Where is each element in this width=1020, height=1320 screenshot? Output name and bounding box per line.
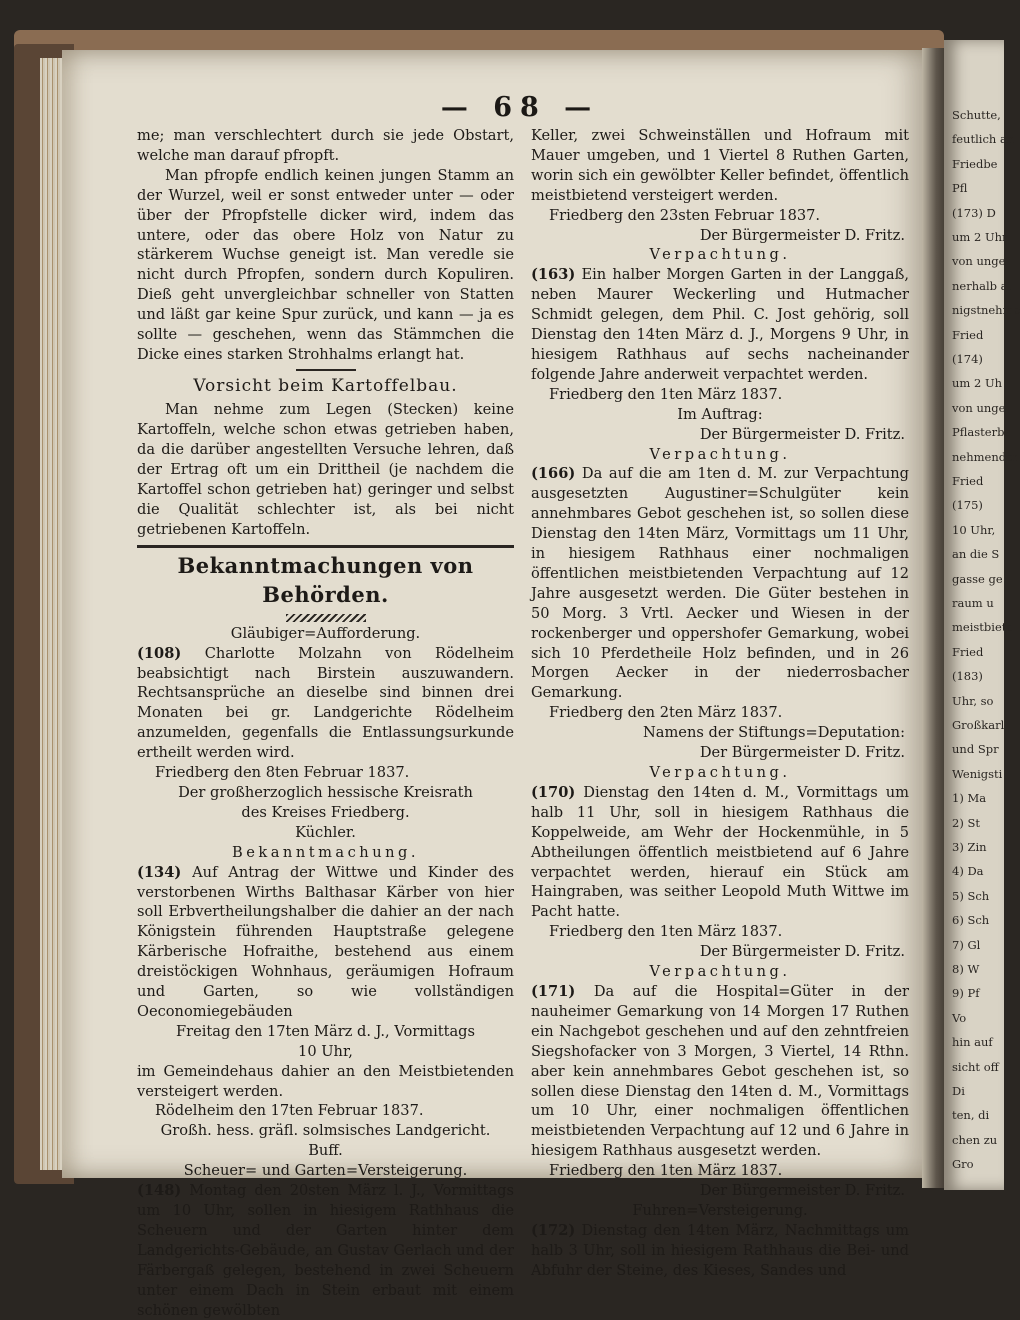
facing-page-fragment: sicht off — [952, 1059, 999, 1074]
facing-page-fragment: Fried — [952, 474, 984, 488]
notice-number: (134) — [137, 863, 182, 881]
facing-page-fragment: hin auf — [952, 1035, 993, 1050]
notice-text: (108) Charlotte Molzahn von Rödelheim beabsichtigt nach Birstein auszuwandern. Rechtsansprüche an dieselbe sind binnen drei Monaten bei gr. Landgerichte Rödelheim anzumelden, gegenfalls die Entlassungsurkunde ertheilt werden wird. — [137, 644, 514, 762]
notice-signature: Der Bürgermeister D. Fritz. — [699, 425, 905, 443]
facing-page-fragment: an die S — [952, 547, 1000, 562]
notice-heading: Verpachtung. — [649, 445, 791, 463]
facing-page-fragment: Fried — [952, 644, 984, 659]
facing-page-fragment: 2) St — [952, 815, 980, 830]
facing-page-fragment: Großkarl — [952, 718, 1005, 732]
notice-signature: Im Auftrag: — [677, 405, 763, 423]
facing-page-fragment: (174) — [952, 352, 983, 366]
notice-text: (166) Da auf die am 1ten d. M. zur Verpachtung ausgesetzten Augustiner=Schulgüter kein annehmbares Gebot geschehen ist, so sollen diese Dienstag den 14ten März, Vormittags um 11 Uhr, in hiesigem Rathhaus einer nochmaligen öffentlichen meistbietenden Verpachtung auf 12 Jahre ausgesetzt werden. Die Güter bestehen in 50 Morg. 3 Vrtl. Aecker und Wiesen in der rockenberger und oppershofer Gemarkung, wobei sich 10 Pferdetheile Holz befinden, und in 26 Morgen Aecker in der niederrosbacher Gemarkung. — [531, 465, 909, 702]
text-paragraph: Man nehme zum Legen (Stecken) keine Kartoffeln, welche schon etwas getrieben haben, da die darüber angestellten Versuche lehren, daß der Ertrag oft um ein Drittheil (je nachdem die Kartoffel schon getrieben hat) geringer und selbst die Qualität schlechter ist, als bei nicht getriebenen Kartoffeln. — [137, 401, 514, 538]
facing-page-fragment: 9) Pf — [952, 986, 980, 1001]
notice-number: (172) — [531, 1221, 576, 1239]
notice-signature: des Kreises Friedberg. — [241, 803, 410, 821]
notice-heading: Verpachtung. — [649, 246, 791, 264]
notice-signature: Buff. — [308, 1142, 343, 1160]
facing-page-fragment: 6) Sch — [952, 913, 990, 928]
notice-signature: Der Bürgermeister D. Fritz. — [699, 1182, 905, 1200]
notice-date: Rödelheim den 17ten Februar 1837. — [155, 1102, 424, 1120]
facing-page-fragment: von ungef — [952, 254, 1010, 269]
facing-page-fragment: Wenigsti — [952, 766, 1003, 781]
facing-page-fragment: (173) D — [952, 205, 996, 220]
divider — [296, 369, 356, 371]
notice-text: (170) Dienstag den 14ten d. M., Vormittags um halb 11 Uhr, soll in hiesigem Rathhaus die Koppelweide, am Wehr der Hockenmühle, in 5 Abtheilungen öffentlich meistbietend auf 6 Jahre verpachtet werden, hierauf ein Stück am Haingraben, was seither Leopold Muth Wittwe im Pacht hatte. — [531, 783, 910, 921]
notice-text: (172) Dienstag den 14ten März, Nachmittags um halb 3 Uhr, soll in hiesigem Rathhaus die Bei- und Abfuhr der Steine, des Kieses, Sandes und — [531, 1221, 910, 1279]
section-heading: Vorsicht beim Kartoffelbau. — [193, 375, 458, 396]
notice-signature: Der Bürgermeister D. Fritz. — [699, 226, 905, 244]
notice-signature: Der großherzoglich hessische Kreisrath — [178, 783, 473, 801]
notice-number: (108) — [137, 644, 182, 662]
notice-heading: Fuhren=Versteigerung. — [632, 1201, 808, 1219]
notice-text: 10 Uhr, — [298, 1042, 353, 1060]
facing-page-fragment: Uhr, so — [952, 693, 994, 708]
facing-page-fragment: Vo — [952, 1010, 967, 1025]
notice-date: Friedberg den 1ten März 1837. — [549, 1162, 783, 1180]
facing-page-fragment: und Spr — [952, 742, 999, 757]
facing-page-fragment: chen zu — [952, 1132, 998, 1147]
facing-page-fragment: ten, di — [952, 1108, 990, 1123]
facing-page-fragment: nehmender — [952, 449, 1019, 464]
facing-page-fragment: 10 Uhr, — [952, 522, 996, 537]
facing-page-fragment: 5) Sch — [952, 888, 990, 903]
notice-signature: Der Bürgermeister D. Fritz. — [699, 943, 905, 961]
notice-text: (134) Auf Antrag der Wittwe und Kinder des verstorbenen Wirths Balthasar Kärber von hier soll Erbvertheilungshalber die dahier an der nach Königstein führenden Hauptstraße gelegene Kärberische Hofraithe, bestehend aus einem dreistöckigen Wohnhaus, geräumigen Hofraum und Garten, so wie vollständigen Oeconomiegebäuden — [137, 863, 515, 1020]
facing-page-fragment: Schutte, — [952, 108, 1001, 122]
facing-page-fragment: 1) Ma — [952, 791, 987, 806]
notice-heading: Verpachtung. — [649, 963, 791, 981]
facing-page-fragment: von unge — [952, 400, 1006, 415]
facing-page-fragment: nigstnehme — [952, 303, 1020, 318]
facing-page-fragment: Pflasterba — [952, 425, 1012, 440]
notice-date: Friedberg den 1ten März 1837. — [549, 385, 783, 403]
notice-text: Keller, zwei Schweinställen und Hofraum mit Mauer umgeben, und 1 Viertel 8 Ruthen Garten, worin sich ein gewölbter Keller befindet, öffentlich meistbietend versteigert werden. — [531, 127, 909, 204]
section-heading: Bekanntmachungen von Behörden. — [177, 553, 474, 608]
notice-heading: Bekanntmachung. — [232, 843, 419, 861]
notice-heading: Gläubiger=Aufforderung. — [230, 624, 421, 642]
facing-page-fragment: feutlich an — [952, 132, 1015, 147]
facing-page-fragment: Gro — [952, 1157, 974, 1172]
notice-date: Friedberg den 8ten Februar 1837. — [155, 764, 410, 782]
facing-page-fragment: (175) — [952, 498, 983, 513]
facing-page-fragment: 4) Da — [952, 864, 984, 879]
notice-date: Friedberg den 2ten März 1837. — [549, 704, 783, 722]
notice-heading: Scheuer= und Garten=Versteigerung. — [183, 1162, 468, 1180]
notice-signature: Namens der Stiftungs=Deputation: — [643, 724, 905, 742]
text-paragraph: me; man verschlechtert durch sie jede Obstart, welche man darauf pfropft. — [137, 127, 514, 164]
notice-number: (163) — [531, 266, 576, 284]
facing-page-fragment: Fried — [952, 327, 984, 342]
facing-page-fragment: 8) W — [952, 962, 980, 976]
notice-text: im Gemeindehaus dahier an den Meistbietenden versteigert werden. — [137, 1062, 514, 1100]
divider — [137, 545, 514, 548]
notice-number: (170) — [531, 783, 576, 801]
notice-signature: Großh. hess. gräfl. solmsisches Landgericht. — [160, 1122, 491, 1140]
facing-page-fragment: gasse ge — [952, 571, 1003, 586]
left-column — [137, 126, 514, 1320]
notice-signature: Küchler. — [295, 823, 356, 841]
notice-date: Friedberg den 23sten Februar 1837. — [549, 206, 821, 224]
facing-page-fragment: um 2 Uh — [952, 376, 1003, 391]
facing-page-fragment: Di — [952, 1084, 965, 1098]
notice-text: (163) Ein halber Morgen Garten in der Langgaß, neben Maurer Weckerling und Hutmacher Schmidt gelegen, dem Phil. C. Jost gehörig, soll Dienstag den 14ten März d. J., Morgens 9 Uhr, in hiesigem Rathhaus auf sechs nacheinander folgende Jahre anderweit verpachtet werden. — [531, 266, 909, 383]
notice-number: (171) — [531, 982, 576, 1000]
facing-page-fragment: Pfl — [952, 181, 968, 196]
right-column — [531, 126, 909, 1281]
notice-number: (148) — [137, 1182, 182, 1200]
page-number: — 68 — — [440, 92, 600, 123]
notice-date: Friedberg den 1ten März 1837. — [549, 923, 783, 941]
facing-page-fragment: Friedbe — [952, 156, 998, 171]
facing-page-fragment: (183) — [952, 669, 983, 684]
notice-heading: Verpachtung. — [649, 764, 791, 781]
notice-text: (171) Da auf die Hospital=Güter in der nauheimer Gemarkung von 14 Morgen 17 Ruthen ein Nachgebot geschehen und auf den zehntfreien Siegshofacker von 3 Morgen, 3 Viertel, 14 Rthn. aber kein annehmbares Gebot geschehen ist, so sollen diese Dienstag den 14ten d. M., Vormittags um 10 Uhr, einer nochmaligen öffentlichen meistbietenden Verpachtung auf 12 und 6 Jahre in hiesigem Rathhaus ausgesetzt werden. — [531, 982, 909, 1160]
text-paragraph: Man pfropfe endlich keinen jungen Stamm an der Wurzel, weil er sonst entweder unter — oder über der Pfropfstelle dicker wird, indem das untere, oder das obere Holz von Natur zu stärkerem Wuchse geneigt ist. Man veredle sie nicht durch Pfropfen, sondern durch Kopuliren. Dieß geht unvergleichbar schneller von Statten und läßt gar keine Spur zurück, und kann — ja es sollte — geschehen, wenn das Stämmchen die Dicke eines starken Strohhalms erlangt hat. — [137, 166, 514, 363]
facing-page-fragment: 3) Zin — [952, 840, 987, 854]
facing-page-fragment: raum u — [952, 596, 994, 610]
notice-number: (166) — [531, 465, 576, 483]
notice-text: Freitag den 17ten März d. J., Vormittags — [175, 1022, 475, 1040]
facing-page-fragment: nerhalb al — [952, 278, 1012, 293]
facing-page-fragment: meistbiete — [952, 620, 1014, 635]
notice-signature: Der Bürgermeister D. Fritz. — [699, 744, 905, 762]
ornament-divider — [286, 614, 366, 622]
facing-page-fragment: 7) Gl — [952, 937, 981, 952]
notice-text: (148) Montag den 20sten März l. J., Vormittags um 10 Uhr, sollen in hiesigem Rathhaus die Scheuern und der Garten hinter dem Landgerichts-Gebäude, an Gustav Gerlach und der Färbergaß gelegen, bestehend in zwei Scheuern unter einem Dach in Stein erbaut mit einem schönen gewölbten — [137, 1182, 515, 1319]
facing-page-fragment: um 2 Uhr — [952, 230, 1008, 244]
